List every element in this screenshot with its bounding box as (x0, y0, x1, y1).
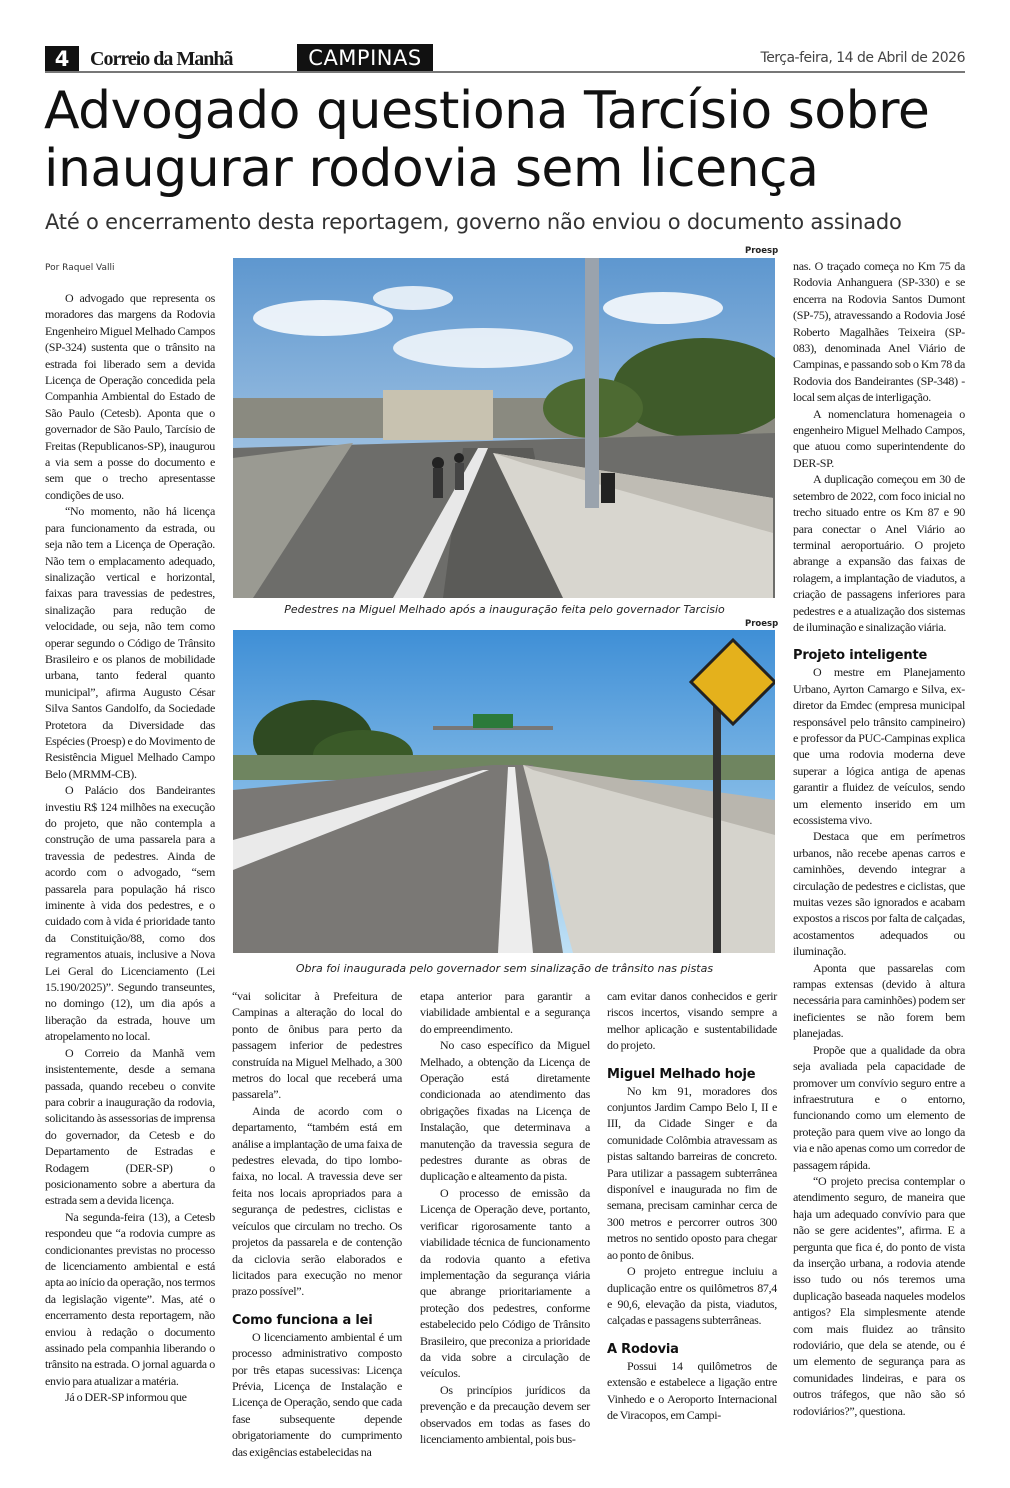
section-label: CAMPINAS (297, 44, 433, 72)
section-heading: A Rodovia (607, 1341, 679, 1357)
body-paragraph: O licenciamento ambiental é um processo administrativo composto por três etapas sucessivas: Licença Prévia, Licença de Instalação e Licença de Operação, sendo que cada fase subsequente depende obrigatoriamente do cumprimento das exigências estabelecidas na (232, 1329, 402, 1459)
body-paragraph: O advogado que representa os moradores das margens da Rodovia Engenheiro Miguel Melhado Campos (SP-324) sustenta que o trânsito na estrada foi liberado sem a devida Licença de Operação concedida pela Companhia Ambiental do Estado de São Paulo (Cetesb). Aponta que o governador de São Paulo, Tarcísio de Freitas (Republicanos-SP), inaugurou a via sem a posse do documento e sem que o trecho apresentasse condições de uso. (45, 291, 215, 502)
body-paragraph: “No momento, não há licença para funcionamento da estrada, ou seja não tem a Licença de Operação. Não tem o emplacamento adequado, sinalização vertical e horizontal, faixas para travessias de pedestres, sinalização para redução de velocidade, ou seja, não tem como operar segundo o Código de Trânsito Brasileiro e os planos de mobilidade urbana, tanto federal quanto municipal”, afirma Augusto César Silva Santos Gandolfo, da Sociedade Protetora da Diversidade das Espécies (Proesp) e do Movimento de Resistência Miguel Melhado Campo Belo (MRMM-CB). (45, 504, 215, 781)
body-paragraph: “O projeto precisa contemplar o atendimento seguro, de maneira que haja um adequado convívio para que não se gere acidentes”, afirma. E a pergunta que fica é, do ponto de vista da inserção urbana, a rodovia atende isso tudo ou nós teremos uma duplicação baseada naqueles modelos antigos? Ela simplesmente atende com mais fluidez ao trânsito rodoviário, que dela se atende, ou é um elemento de segurança para as comunidades lindeiras, e para os outros tráfegos, que não são só rodoviários?”, questiona. (793, 1173, 965, 1418)
photo-caption: Obra foi inaugurada pelo governador sem sinalização de trânsito nas pistas (295, 962, 714, 975)
headline: Advogado questiona Tarcísio sobre inaugurar rodovia sem licença (44, 81, 930, 199)
body-paragraph: Os princípios jurídicos da prevenção e da precaução devem ser observados em todas as fases do licenciamento ambiental, pois bus- (420, 1382, 590, 1446)
article-column-2 (232, 988, 402, 1460)
body-paragraph: O Palácio dos Bandeirantes investiu R$ 124 milhões na execução do projeto, que não contempla a construção de uma passarela para a travessia de pedestres. Ainda de acordo com o advogado, “sem passarela para população há risco iminente à vida dos pedestres, e o cuidado com à vida é prioridade tanto da Constituição/88, como dos regramentos atuais, inclusive a Nova Lei Geral do Licenciamento (Lei 15.190/2025)”. Segundo transeuntes, no domingo (12), um dia após a liberação da estrada, houve um atropelamento no local. (45, 783, 215, 1044)
body-paragraph: O projeto entregue incluiu a duplicação entre os quilômetros 87,4 e 90,6, elevação da pista, viadutos, calçadas e passagens subterrâneas. (607, 1264, 777, 1328)
body-paragraph: O processo de emissão da Licença de Operação deve, portanto, verificar rigorosamente tanto a viabilidade técnica de funcionamento da rodovia quanto a efetiva implementação da segurança viária que abrange prioritariamente a proteção dos pedestres, conforme estabelecido pelo Código de Trânsito Brasileiro, que preconiza a prioridade da vida sobre a circulação de veículos. (420, 1185, 590, 1381)
section-heading: Miguel Melhado hoje (607, 1066, 756, 1082)
body-paragraph: A nomenclatura homenageia o engenheiro Miguel Melhado Campos, que atuou como superintendente do DER-SP. (793, 406, 965, 470)
body-paragraph: “vai solicitar à Prefeitura de Campinas a alteração do local do ponto de ônibus para perto da passagem inferior de pedestres construída na Miguel Melhado, a 300 metros do local que receberá uma passarela”. (232, 989, 402, 1102)
body-paragraph: O mestre em Planejamento Urbano, Ayrton Camargo e Silva, ex-diretor da Emdec (empresa municipal responsável pelo trânsito campineiro) e professor da PUC-Campinas explica que uma rodovia moderna deve superar a lógica antiga de apenas garantir a fluidez de veículos, sendo um elemento inserido em um ecossistema vivo. (793, 665, 965, 827)
newspaper-logo: Correio da Manhã (90, 48, 233, 70)
photo-highway-without-signage (233, 630, 775, 953)
section-heading: Projeto inteligente (793, 648, 928, 664)
article-column-4 (607, 988, 777, 1423)
body-paragraph: Na segunda-feira (13), a Cetesb respondeu que “a rodovia cumpre as condicionantes previstas no processo de licenciamento ambiental e está apta ao início da operação, nos termos da legislação vigente”. Mas, até o encerramento desta reportagem, não enviou à redação o documento assinado pela companhia liberando o trânsito na estrada. O jornal aguarda o envio para atualizar a matéria. (45, 1209, 215, 1388)
body-paragraph: etapa anterior para garantir a viabilidade ambiental e a segurança do empreendimento. (420, 989, 590, 1036)
photo-caption: Pedestres na Miguel Melhado após a inauguração feita pelo governador Tarcisio (284, 603, 725, 616)
body-paragraph: No km 91, moradores dos conjuntos Jardim Campo Belo I, II e III, da Cidade Singer e da comunidade Colômbia atravessam as pistas saltando barreiras de concreto. Para utilizar a passagem subterrânea disponível e inaugurada no fim de semana, precisam caminhar cerca de 300 metros e percorrer outros 300 metros no sentido oposto para chegar ao ponto de ônibus. (607, 1083, 777, 1262)
article-column-3 (420, 988, 590, 1447)
photo-credit: Proesp (745, 619, 779, 629)
article-column-1 (45, 290, 215, 1406)
page-number: 4 (45, 46, 79, 72)
body-paragraph: O Correio da Manhã vem insistentemente, desde a semana passada, quando recebeu o convite para cobrir a inauguração da rodovia, solicitando às assessorias de imprensa do governador, da Cetesb e do Departamento de Estradas e Rodagem (DER-SP) o posicionamento sobre a abertura da estrada sem a devida licença. (45, 1045, 215, 1208)
body-paragraph: No caso específico da Miguel Melhado, a obtenção da Licença de Operação está diretamente condicionada ao atendimento das obrigações fixadas na Licença de Instalação, que determinava a manutenção da travessia segura de pedestres durante as obras de duplicação e alteamento da pista. (420, 1038, 590, 1184)
issue-date: Terça-feira, 14 de Abril de 2026 (760, 50, 965, 66)
body-paragraph: A duplicação começou em 30 de setembro de 2022, com foco inicial no trecho situado entre os Km 87 e 90 para conectar o Anel Viário ao terminal aeroportuário. O projeto abrange a expansão das faixas de rolagem, a implantação de viadutos, a criação de passagens inferiores para pedestres e a atualização dos sistemas de iluminação e sinalização viária. (793, 472, 965, 634)
article-column-5 (793, 258, 965, 1419)
body-paragraph: Destaca que em perímetros urbanos, não recebe apenas carros e caminhões, devendo integrar a circulação de pedestres e ciclistas, que muitas vezes são ignorados e acabam expostos a riscos por falta de calçadas, acostamentos adequados ou iluminação. (793, 829, 965, 959)
photo-pedestrians-on-road (233, 258, 775, 598)
photo-credit: Proesp (745, 246, 779, 256)
body-paragraph: Já o DER-SP informou que (65, 1390, 187, 1405)
body-paragraph: Aponta que passarelas com rampas extensas (devido à altura necessária para caminhões) podem ser ineficientes se não forem bem planejadas. (793, 960, 965, 1041)
subheadline: Até o encerramento desta reportagem, governo não enviou o documento assinado (45, 210, 902, 234)
body-paragraph: Propõe que a qualidade da obra seja avaliada pela capacidade de promover um convívio seguro entre a infraestrutura e o entorno, funcionando como um elemento de proteção para quem vive ao longo da via e não apenas como um corredor de passagem rápida. (793, 1042, 965, 1172)
header-divider (45, 71, 965, 73)
section-heading: Como funciona a lei (232, 1312, 373, 1328)
body-paragraph: cam evitar danos conhecidos e gerir riscos incertos, visando sempre a melhor aplicação e sustentabilidade do projeto. (607, 989, 777, 1053)
body-paragraph: nas. O traçado começa no Km 75 da Rodovia Anhanguera (SP-330) e se encerra na Rodovia Santos Dumont (SP-75), atravessando a Rodovia José Roberto Magalhães Teixeira (SP-083), denominada Anel Viário de Campinas, e passando sob o Km 78 da Rodovia dos Bandeirantes (SP-348) - local sem alças de interligação. (793, 259, 965, 405)
byline: Por Raquel Valli (45, 263, 115, 273)
body-paragraph: Possui 14 quilômetros de extensão e estabelece a ligação entre Vinhedo e o Aeroporto Internacional de Viracopos, em Campi- (607, 1358, 777, 1422)
body-paragraph: Ainda de acordo com o departamento, “também está em análise a implantação de uma faixa de pedestres elevada, do tipo lombo-faixa, no local. A travessia deve ser feita nos locais apropriados para a segurança de pedestres, ciclistas e veículos que circulam no trecho. Os projetos da passarela e de contenção da ciclovia serão elaborados e licitados para execução no menor prazo possível”. (232, 1103, 402, 1299)
